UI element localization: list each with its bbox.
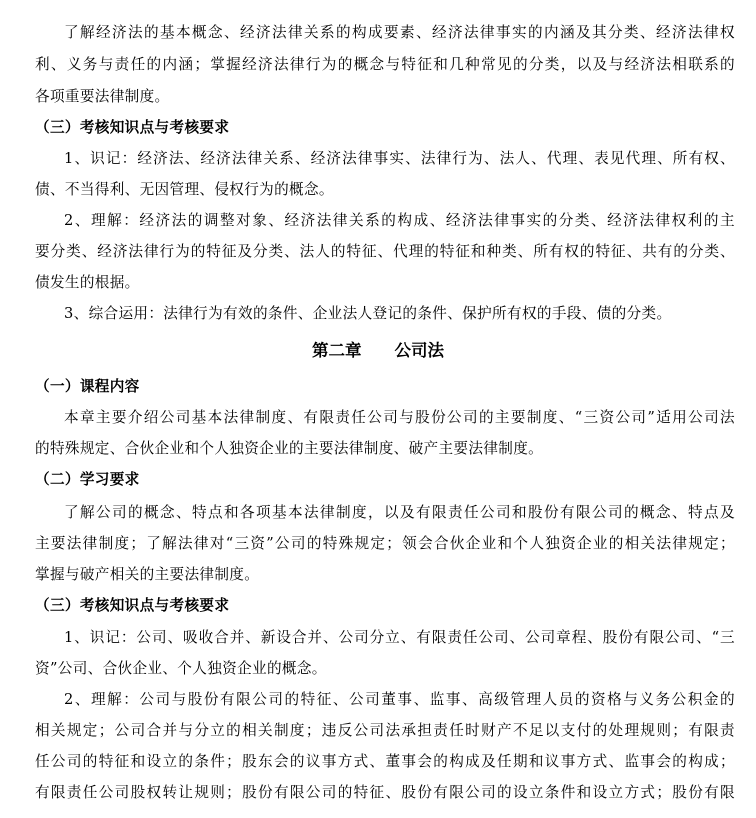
paragraph-line: 有限责任公司股权转让规则；股份有限公司的特征、股份有限公司的设立条件和设立方式；股份有限 bbox=[35, 784, 735, 801]
paragraph-line: 掌握与破产相关的主要法律制度。 bbox=[35, 566, 260, 583]
paragraph-line: 2、理解：经济法的调整对象、经济法律关系的构成、经济法律事实的分类、经济法律权利的主 bbox=[64, 212, 735, 229]
paragraph-line: 要分类、经济法律行为的特征及分类、法人的特征、代理的特征和种类、所有权的特征、共有的分类、 bbox=[35, 243, 735, 260]
paragraph-line: 2、理解：公司与股份有限公司的特征、公司董事、监事、高级管理人员的资格与义务公积金的 bbox=[64, 691, 735, 708]
paragraph-line: 本章主要介绍公司基本法律制度、有限责任公司与股份公司的主要制度、“三资公司”适用公司法 bbox=[64, 409, 735, 426]
paragraph-line: 主要法律制度；了解法律对“三资”公司的特殊规定；领会合伙企业和个人独资企业的相关法律规定； bbox=[35, 535, 735, 552]
paragraph-line: 了解公司的概念、特点和各项基本法律制度，以及有限责任公司和股份有限公司的概念、特点及 bbox=[64, 504, 735, 521]
paragraph-line: 1、识记：公司、吸收合并、新设合并、公司分立、有限责任公司、公司章程、股份有限公司、“三 bbox=[64, 629, 735, 646]
paragraph-line: 相关规定；公司合并与分立的相关制度；违反公司法承担责任时财产不足以支付的处理规则；有限责 bbox=[35, 722, 735, 739]
paragraph-line: 债、不当得利、无因管理、侵权行为的概念。 bbox=[35, 181, 334, 198]
paragraph-line: 任公司的特征和设立的条件；股东会的议事方式、董事会的构成及任期和议事方式、监事会的构成； bbox=[35, 753, 735, 770]
paragraph-line: 各项重要法律制度。 bbox=[35, 88, 170, 105]
paragraph-line: 1、识记：经济法、经济法律关系、经济法律事实、法律行为、法人、代理、表见代理、所有权、 bbox=[64, 150, 735, 167]
paragraph-line: 3、综合运用：法律行为有效的条件、企业法人登记的条件、保护所有权的手段、债的分类。 bbox=[64, 305, 672, 322]
section-heading: （一）课程内容 bbox=[35, 378, 140, 395]
paragraph-line: 的特殊规定、合伙企业和个人独资企业的主要法律制度、破产主要法律制度。 bbox=[35, 440, 544, 457]
section-heading: （三）考核知识点与考核要求 bbox=[35, 597, 230, 614]
paragraph-line: 利、义务与责任的内涵；掌握经济法律行为的概念与特征和几种常见的分类，以及与经济法相联系的 bbox=[35, 56, 735, 73]
chapter-title: 第二章 公司法 bbox=[312, 341, 444, 360]
paragraph-line: 了解经济法的基本概念、经济法律关系的构成要素、经济法律事实的内涵及其分类、经济法律权 bbox=[64, 24, 735, 41]
paragraph-line: 资”公司、合伙企业、个人独资企业的概念。 bbox=[35, 660, 327, 677]
section-heading: （二）学习要求 bbox=[35, 471, 140, 488]
section-heading: （三）考核知识点与考核要求 bbox=[35, 119, 230, 136]
paragraph-line: 债发生的根据。 bbox=[35, 274, 140, 291]
